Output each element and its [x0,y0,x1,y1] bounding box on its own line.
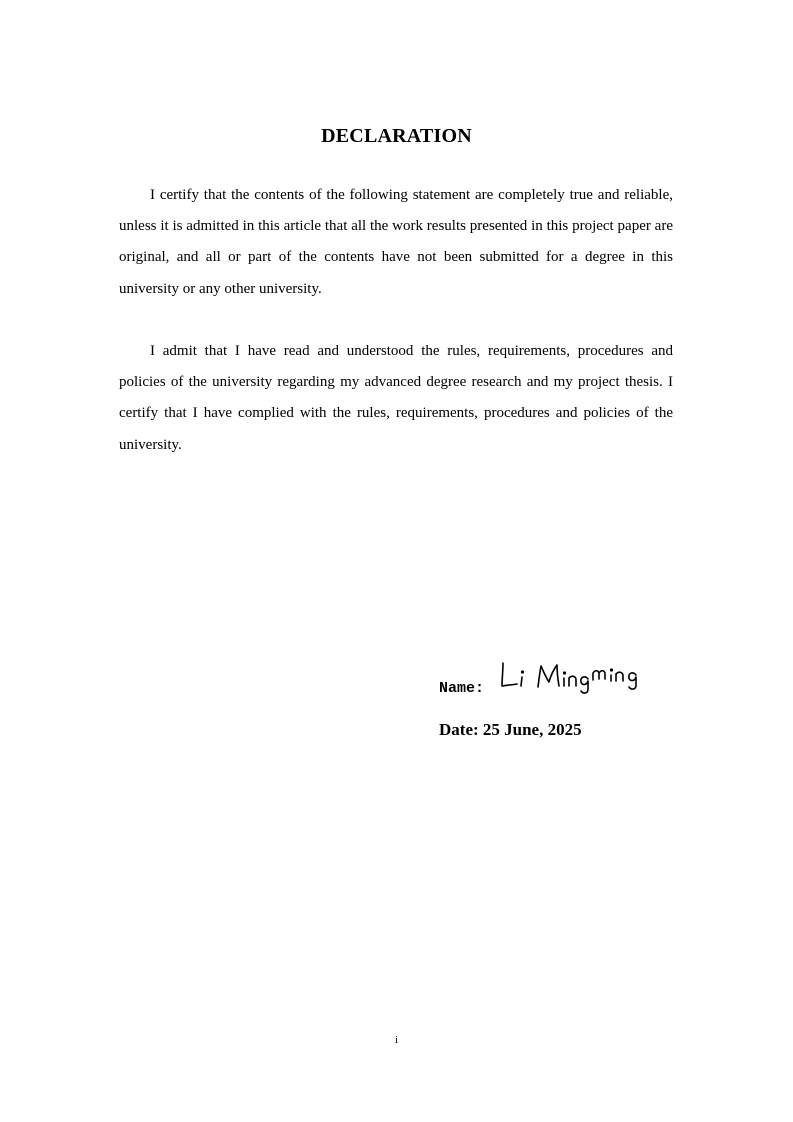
page-number: i [394,1034,399,1046]
page-title: DECLARATION [321,125,472,147]
declaration-paragraph-2: I admit that I have read and understood the rules, requirements, procedures and policies of the university regarding my advanced degree research and my project thesis. I certify that I have complied with the rules, requirements, procedures and policies of the university. [119,343,673,453]
handwritten-signature [497,655,662,695]
signature-block [439,655,739,739]
name-label: Name: [439,680,485,697]
date-line: Date: 25 June, 2025 [439,720,582,739]
name-row [439,655,739,705]
signature-drawing [497,655,662,695]
declaration-paragraph-1: I certify that the contents of the following statement are completely true and reliable, unless it is admitted in this article that all the work results presented in this project paper are original, and all or part of the contents have not been submitted for a degree in this university or any other university. [119,187,673,297]
